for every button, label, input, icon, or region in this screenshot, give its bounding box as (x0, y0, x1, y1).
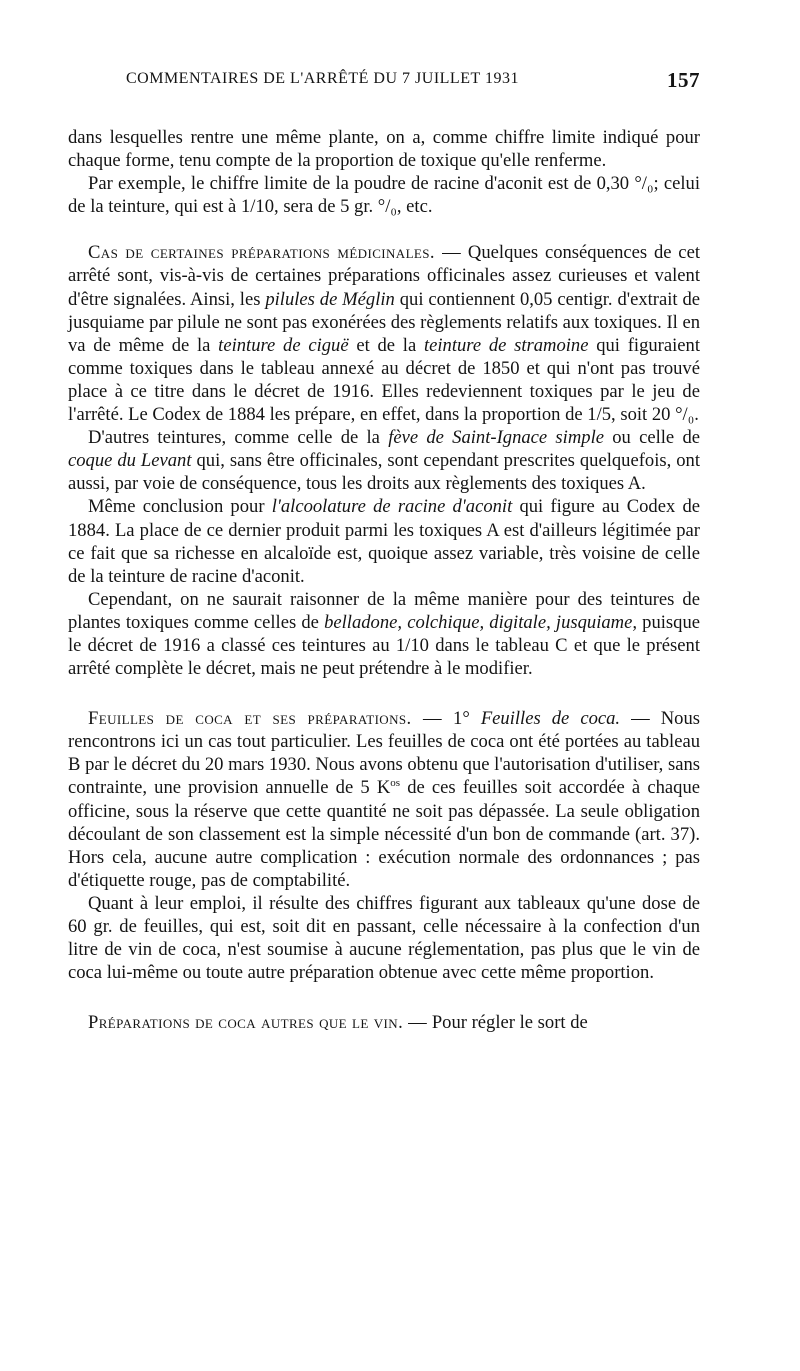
section-heading: Préparations de coca autres que le vin. — (88, 1012, 428, 1034)
paragraph: Quant à leur emploi, il résulte des chiffres figurant aux tableaux qu'une dose de 60 gr. de feuilles, qui est, soit dit en passant, celle nécessaire à la confection d'un litre de vin de coca, n'est soumise à aucune réglementation, pas plus que le vin de coca lui-même ou toute autre préparation obtenue avec cette même proportion. (68, 892, 700, 984)
section-heading: Feuilles de coca et ses préparations. — (88, 708, 442, 730)
paragraph: Même conclusion pour l'alcoolature de racine d'aconit qui figure au Codex de 1884. La place de ce dernier produit parmi les toxiques A est d'ailleurs légitimée par ce fait que sa richesse en alcaloïde est, quoique assez variable, très voisine de celle de la teinture de racine d'aconit. (68, 496, 701, 587)
running-title: COMMENTAIRES DE L'ARRÊTÉ DU 7 JUILLET 1931 (126, 70, 519, 87)
section-heading: Cas de certaines préparations médicinales. — (88, 242, 462, 264)
section-coca-preparations: Préparations de coca autres que le vin. — Pour régler le sort de (88, 1012, 588, 1034)
paragraph: D'autres teintures, comme celle de la fève de Saint-Ignace simple ou celle de coque du Levant qui, sans être officinales, sont cependant prescrites quelquefois, ont aussi, par voie de conséquence, tous les droits aux règlements des toxiques A. (68, 427, 700, 495)
section-medicinal-preparations: Cas de certaines préparations médicinales. — Quelques conséquences de cet arrêté sont, vis-à-vis de certaines préparations officinales assez curieuses et valent d'être signalées. Ainsi, les pilules de Méglin qui contiennent 0,05 centigr. d'extrait de jusquiame par pilule ne sont pas exonérées des règlements relatifs aux toxiques. Il en va de même de la teinture de ciguë et de la teinture de stramoine qui figuraient comme toxiques dans le tableau annexé au décret de 1850 et qui n'ont pas trouvé place à ce titre dans le décret de 1916. Elles redeviennent toxiques par le jeu de l'arrêté. Le Codex de 1884 les prépare, en effet, dans la proportion de 1/5, soit 20 °/₀. (68, 242, 700, 426)
page-header (126, 70, 700, 100)
paragraph: Cependant, on ne saurait raisonner de la même manière pour des teintures de plantes toxiques comme celles de belladone, colchique, digitale, jusquiame, puisque le décret de 1916 a classé ces teintures au 1/10 dans le tableau C et que le présent arrêté complète le décret, mais ne peut prétendre à le modifier. (68, 588, 700, 680)
section-coca-leaves: Feuilles de coca et ses préparations. — 1° Feuilles de coca. — Nous rencontrons ici un cas tout particulier. Les feuilles de coca ont été portées au tableau B par le décret du 20 mars 1930. Nous avons obtenu que l'autorisation d'utiliser, sans contrainte, une provision annuelle de 5 $K^{os}$ de ces feuilles soit accordée à chaque officine, sous la réserve que cette quantité ne soit pas dépassée. La seule obligation découlant de son classement est la simple nécessité d'un bon de commande (art. 37). Hors cela, aucune autre complication : exécution normale des ordonnances ; pas d'étiquette rouge, pas de comptabilité. (68, 708, 700, 891)
paragraph: Par exemple, le chiffre limite de la poudre de racine d'aconit est de 0,30 °/₀; celui de la teinture, qui est à 1/10, sera de 5 gr. °/₀, etc. (68, 173, 700, 218)
paragraph: dans lesquelles rentre une même plante, on a, comme chiffre limite indiqué pour chaque forme, tenu compte de la proportion de toxique qu'elle renferme. (68, 127, 700, 172)
body-text (68, 126, 700, 1034)
page-number: 157 (667, 68, 700, 92)
